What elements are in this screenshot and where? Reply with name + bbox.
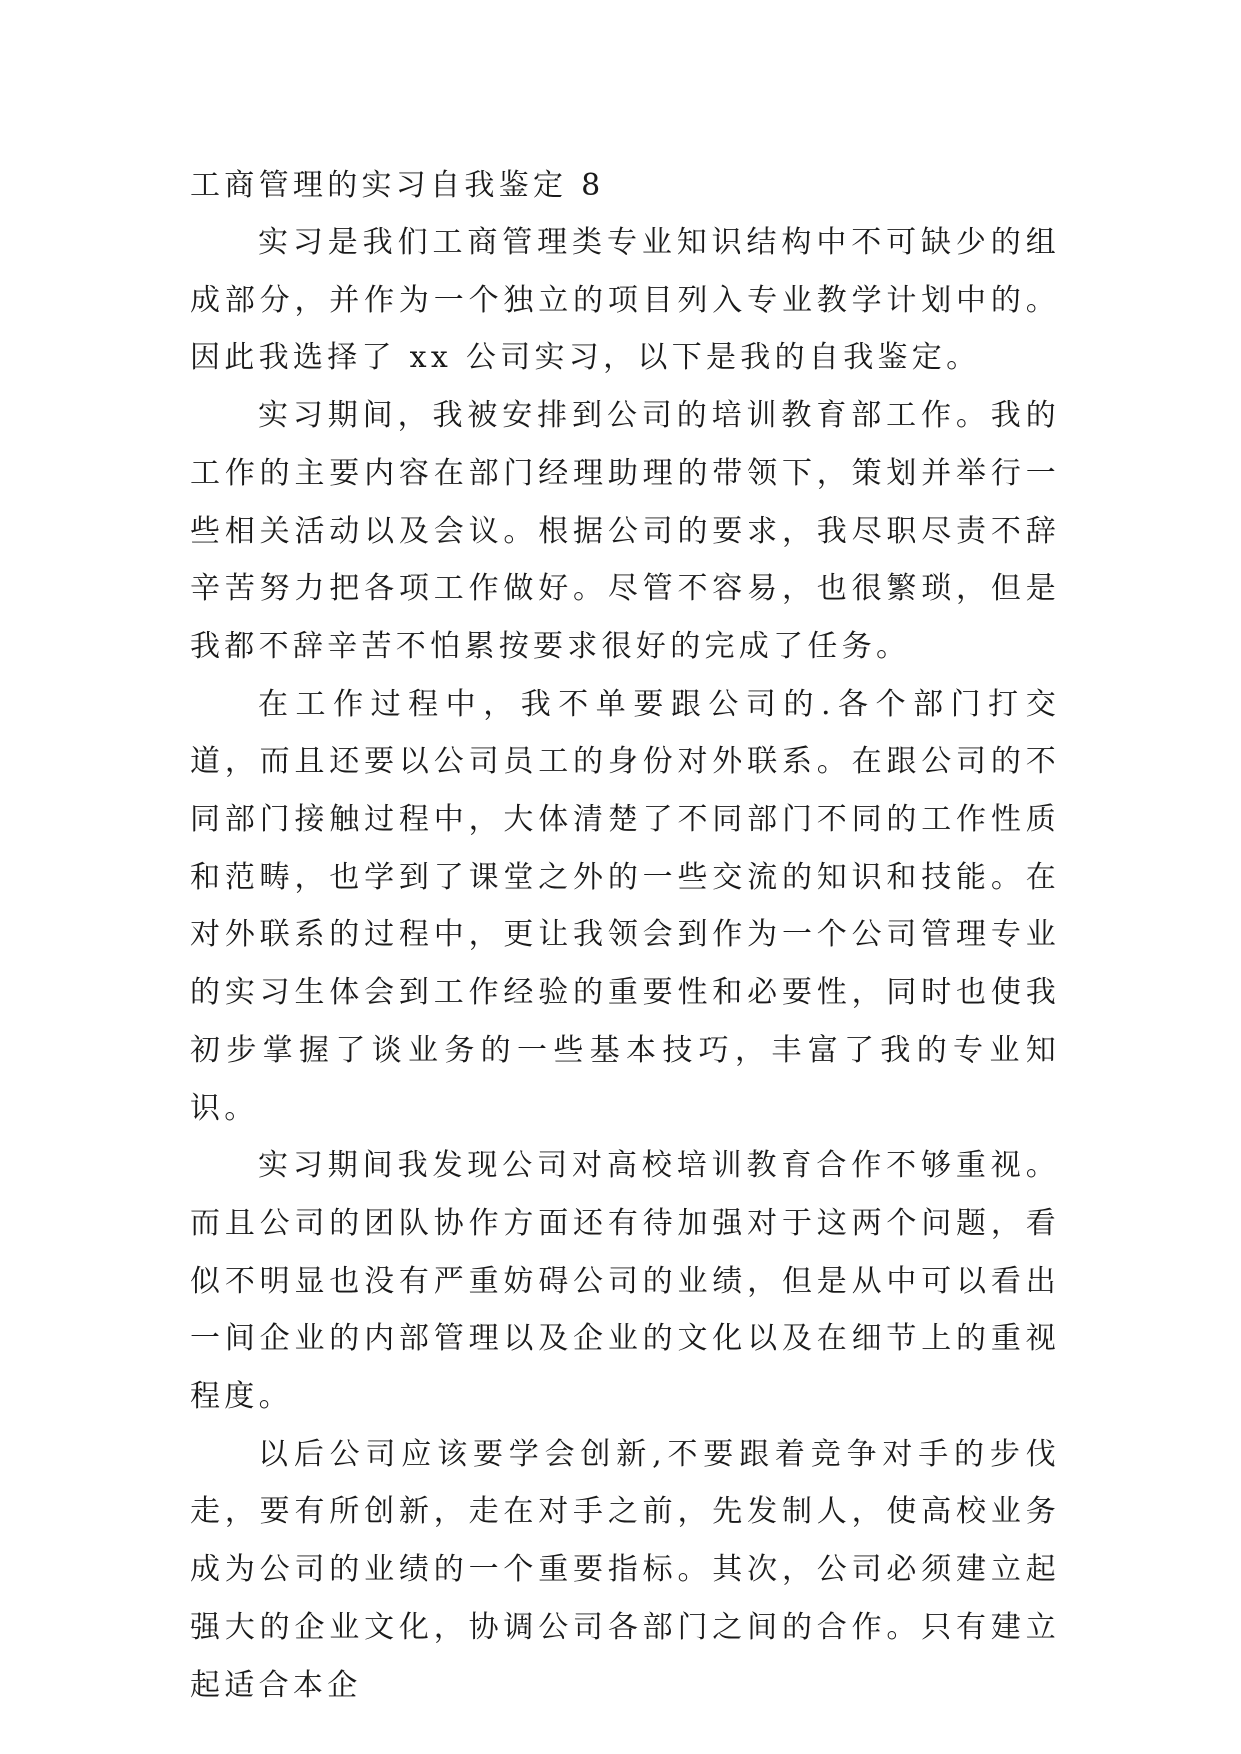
paragraph-1: 实习是我们工商管理类专业知识结构中不可缺少的组成部分，并作为一个独立的项目列入专业教学计划中的。因此我选择了 xx 公司实习，以下是我的自我鉴定。	[190, 225, 1060, 376]
paragraph-4: 实习期间我发现公司对高校培训教育合作不够重视。而且公司的团队协作方面还有待加强对于这两个问题，看似不明显也没有严重妨碍公司的业绩，但是从中可以看出一间企业的内部管理以及企业的文化以及在细节上的重视程度。	[190, 1148, 1060, 1415]
document-body	[190, 158, 1060, 1714]
document-title: 工商管理的实习自我鉴定 8	[190, 168, 605, 203]
paragraph-2: 实习期间，我被安排到公司的培训教育部工作。我的工作的主要内容在部门经理助理的带领下，策划并举行一些相关活动以及会议。根据公司的要求，我尽职尽责不辞辛苦努力把各项工作做好。尽管不容易，也很繁琐，但是我都不辞辛苦不怕累按要求很好的完成了任务。	[190, 398, 1060, 664]
paragraph-3: 在工作过程中，我不单要跟公司的.各个部门打交道，而且还要以公司员工的身份对外联系。在跟公司的不同部门接触过程中，大体清楚了不同部门不同的工作性质和范畴，也学到了课堂之外的一些交流的知识和技能。在对外联系的过程中，更让我领会到作为一个公司管理专业的实习生体会到工作经验的重要性和必要性，同时也使我初步掌握了谈业务的一些基本技巧，丰富了我的专业知识。	[190, 686, 1060, 1126]
paragraph-5: 以后公司应该要学会创新,不要跟着竞争对手的步伐走，要有所创新，走在对手之前，先发制人，使高校业务成为公司的业绩的一个重要指标。其次，公司必须建立起强大的企业文化，协调公司各部门之间的合作。只有建立起适合本企	[190, 1436, 1060, 1703]
